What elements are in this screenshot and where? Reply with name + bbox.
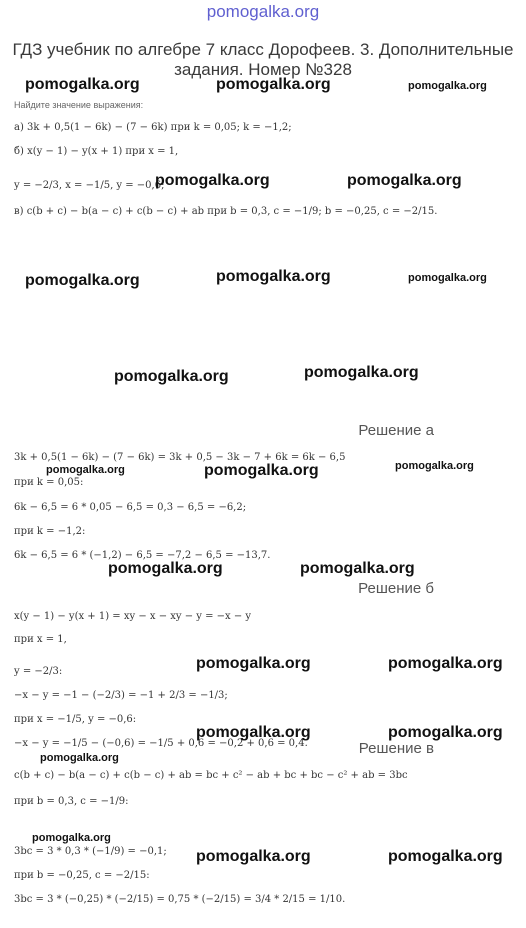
watermark: pomogalka.org <box>395 460 474 472</box>
watermark: pomogalka.org <box>155 172 270 189</box>
solution-a-heading: Решение а <box>358 422 434 439</box>
solution-a-line: при k = 0,05: <box>14 477 84 488</box>
watermark: pomogalka.org <box>300 560 415 577</box>
watermark: pomogalka.org <box>46 464 125 476</box>
watermark: pomogalka.org <box>304 364 419 381</box>
solution-a-line: 3k + 0,5(1 − 6k) − (7 − 6k) = 3k + 0,5 − 3k − 7 + 6k = 6k − 6,5 <box>14 452 346 463</box>
page-title: ГДЗ учебник по алгебре 7 класс Дорофеев. 3. Дополнительные задания. Номер №328 <box>12 40 514 79</box>
watermark: pomogalka.org <box>25 272 140 289</box>
solution-a-line: 6k − 6,5 = 6 * 0,05 − 6,5 = 0,3 − 6,5 = −6,2; <box>14 502 247 513</box>
task-b-line2: y = −2/3, x = −1/5, y = −0,6; <box>14 180 165 191</box>
watermark: pomogalka.org <box>388 848 503 865</box>
watermark: pomogalka.org <box>216 76 331 93</box>
task-a: а) 3k + 0,5(1 − 6k) − (7 − 6k) при k = 0,05; k = −1,2; <box>14 122 292 133</box>
solution-b-line: y = −2/3: <box>14 666 63 677</box>
solution-c-line: c(b + c) − b(a − c) + c(b − c) + ab = bc + c² − ab + bc + bc − c² + ab = 3bc <box>14 770 408 781</box>
solution-c-line: 3bc = 3 * 0,3 * (−1/9) = −0,1; <box>14 846 167 857</box>
solution-c-heading: Решение в <box>358 740 434 757</box>
solution-c-line: при b = 0,3, c = −1/9: <box>14 796 129 807</box>
watermark: pomogalka.org <box>388 724 503 741</box>
watermark: pomogalka.org <box>347 172 462 189</box>
watermark: pomogalka.org <box>196 848 311 865</box>
watermark: pomogalka.org <box>204 462 319 479</box>
watermark: pomogalka.org <box>388 655 503 672</box>
solution-b-heading: Решение б <box>358 580 434 597</box>
task-c: в) c(b + c) − b(a − c) + c(b − c) + ab при b = 0,3, c = −1/9; b = −0,25, c = −2/15. <box>14 206 438 217</box>
task-prompt: Найдите значение выражения: <box>14 100 144 110</box>
watermark: pomogalka.org <box>32 832 111 844</box>
solution-b-line: x(y − 1) − y(x + 1) = xy − x − xy − y = −x − y <box>14 611 252 622</box>
watermark: pomogalka.org <box>114 368 229 385</box>
solution-a-line: при k = −1,2: <box>14 526 86 537</box>
solution-b-line: −x − y = −1 − (−2/3) = −1 + 2/3 = −1/3; <box>14 690 228 701</box>
solution-b-line: при x = −1/5, y = −0,6: <box>14 714 137 725</box>
solution-b-line: при x = 1, <box>14 634 67 645</box>
watermark: pomogalka.org <box>216 268 331 285</box>
watermark: pomogalka.org <box>25 76 140 93</box>
solution-b-line: −x − y = −1/5 − (−0,6) = −1/5 + 0,6 = −0,2 + 0,6 = 0,4. <box>14 738 308 749</box>
watermark: pomogalka.org <box>40 752 119 764</box>
solution-c-line: 3bc = 3 * (−0,25) * (−2/15) = 0,75 * (−2/15) = 3/4 * 2/15 = 1/10. <box>14 894 346 905</box>
site-logo[interactable]: pomogalka.org <box>206 2 320 21</box>
watermark: pomogalka.org <box>408 272 487 284</box>
solution-a-line: 6k − 6,5 = 6 * (−1,2) − 6,5 = −7,2 − 6,5 = −13,7. <box>14 550 271 561</box>
solution-c-line: при b = −0,25, c = −2/15: <box>14 870 150 881</box>
watermark: pomogalka.org <box>196 655 311 672</box>
watermark: pomogalka.org <box>408 80 487 92</box>
task-b-line1: б) x(y − 1) − y(x + 1) при x = 1, <box>14 146 179 157</box>
watermark: pomogalka.org <box>108 560 223 577</box>
watermark: pomogalka.org <box>196 724 311 741</box>
